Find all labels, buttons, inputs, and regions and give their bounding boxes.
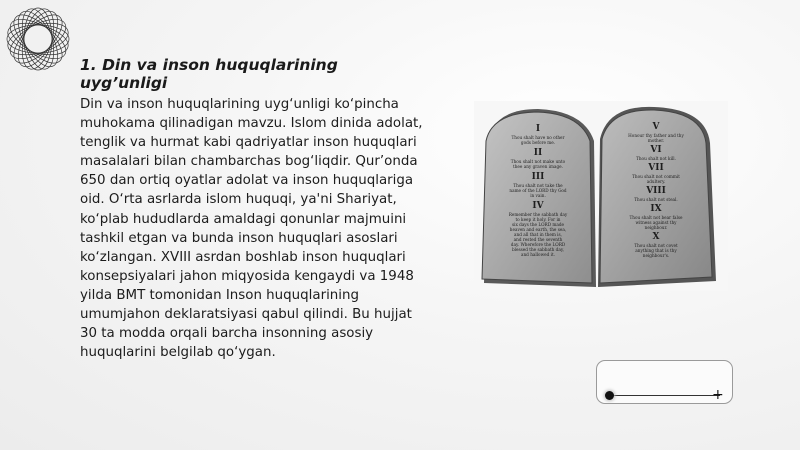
commandment-numeral: VII [648, 163, 664, 173]
plus-icon[interactable]: + [712, 387, 724, 403]
commandment-text: mother. [647, 138, 665, 143]
commandment-numeral: I [535, 124, 541, 134]
scrubber-track[interactable] [609, 395, 720, 396]
commandment-text: witness against thy [635, 220, 677, 225]
commandment-numeral: VIII [646, 186, 666, 196]
commandment-numeral: IX [650, 204, 662, 214]
commandment-text: heaven and earth, the sea, [509, 227, 567, 232]
commandment-text: and hallowed it. [520, 252, 556, 257]
commandment-text: and all that in them is, [514, 232, 562, 237]
commandment-numeral: III [531, 172, 545, 182]
commandment-text: adultery. [646, 179, 666, 184]
commandment-text: Thou shalt not kill. [636, 156, 676, 161]
commandment-text: Thou shalt not steal. [634, 197, 678, 202]
commandment-text: Thou shalt have no other [511, 135, 565, 140]
commandment-numeral: II [533, 148, 543, 158]
commandment-text: anything that is thy [635, 248, 677, 253]
commandment-text: Thou shalt not make unto [510, 159, 566, 164]
commandment-numeral: VI [650, 145, 662, 155]
commandment-text: thee any graven image. [513, 164, 563, 169]
commandment-text: Thou shalt not bear false [629, 215, 683, 220]
commandment-text: Thou shalt not covet [634, 243, 678, 248]
commandment-text: gods before me. [520, 140, 556, 145]
record-dot-icon[interactable] [605, 391, 614, 400]
commandment-numeral: V [652, 122, 660, 132]
commandment-text: Honour thy father and thy [628, 133, 684, 138]
commandment-text: Thou shalt not commit [632, 174, 680, 179]
commandment-text: neighbour's. [642, 253, 670, 258]
commandment-text: and rested the seventh [513, 237, 563, 242]
commandment-numeral: IV [532, 201, 544, 211]
commandment-numeral: X [652, 232, 660, 242]
media-scrubber[interactable] [596, 360, 733, 404]
commandment-text: neighbour. [644, 225, 668, 230]
commandment-text: in vain. [530, 193, 546, 198]
slide-title: 1. Din va inson huquqlarining uyg’unligi [80, 56, 338, 92]
commandment-text: Thou shalt not take the [513, 183, 563, 188]
commandment-text: to keep it holy. For in [515, 217, 561, 222]
slide-body-text: Din va inson huquqlarining uyg‘unligi ko‘pincha muhokama qilinadigan mavzu. Islom dinida adolat, tenglik va hurmat kabi qadriyatlar inson huquqlari masalalari bilan chambarchas bog‘liqdir. Qur’onda 650 dan ortiq oyatlar adolat va inson huquqlariga oid. O‘rta asrlarda islom huquqi, ya'ni Shariyat, ko‘plab hududlarda amaldagi qonunlar majmuini tashkil etgan va bunda inson huquqlari asoslari ko‘zlangan. XVIII asrdan boshlab inson huquqlari konsepsiyalari jahon miqyosida kengaydi va 1948 yilda BMT tomonidan Inson huquqlarining umumjahon deklaratsiyasi qabul qilindi. Bu hujjat 30 ta modda orqali barcha insonning asosiy huquqlarini belgilab qo‘ygan. [80, 97, 423, 361]
ten-commandments-tablets-image [474, 101, 728, 291]
commandment-text: day. Wherefore the LORD [510, 242, 566, 247]
spirograph-ornament-icon [3, 4, 73, 74]
commandment-text: six days the LORD made [511, 222, 565, 227]
commandment-text: name of the LORD thy God [509, 188, 567, 193]
commandment-text: blessed the sabbath day, [511, 247, 565, 252]
commandment-text: Remember the sabbath day [508, 212, 568, 217]
